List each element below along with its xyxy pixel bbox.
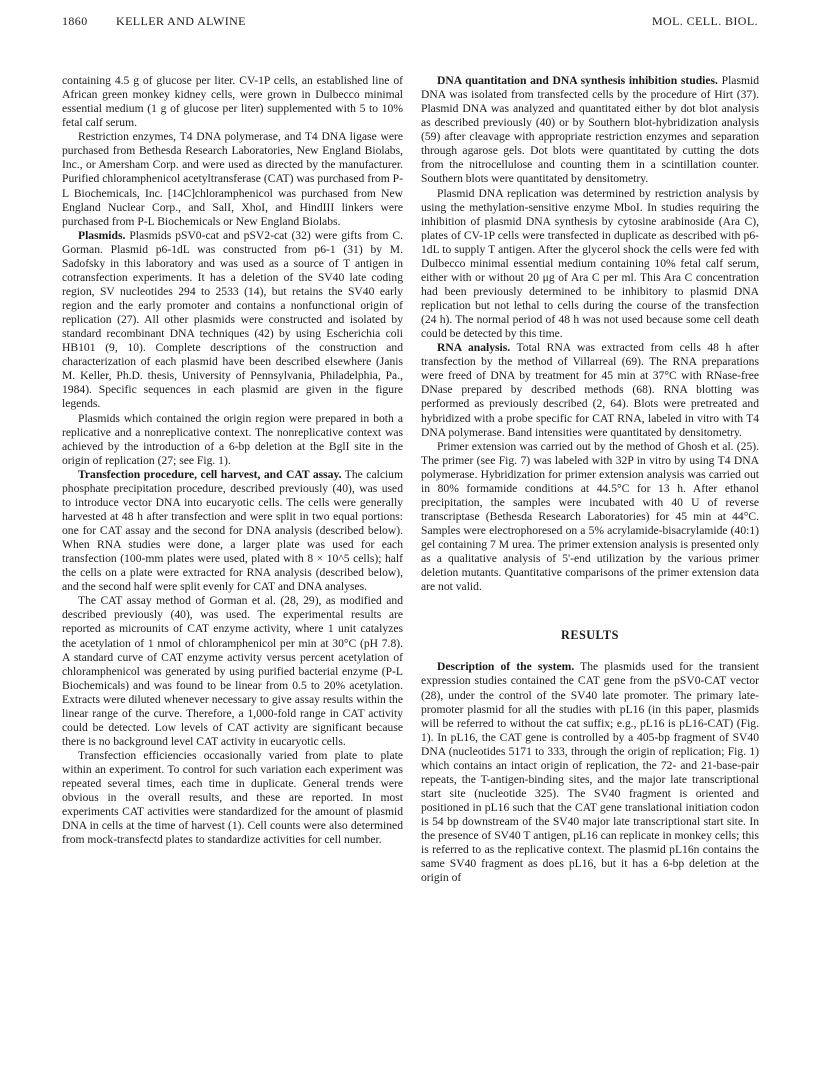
- text-transfection: The calcium phosphate precipitation procedure, described previously (40), was used to introduce vector DNA into eucaryotic cells. The cells were generally harvested at 48 h after transfection and were split in two equal portions: one for CAT assay and the second for DNA analysis (described below). When RNA studies were done, a larger plate was used for each transfection (100-mm plates were used, plated with 8 × 10^5 cells); half the cells on a plate were extracted for RNA analysis (described below), and the second half were split evenly for CAT and DNA analyses.: [62, 467, 403, 594]
- paragraph-origin-context: Plasmids which contained the origin region were prepared in both a replicative and a nonreplicative context. The nonreplicative context was achieved by the introduction of a 6-bp deletion at the BglI site in the origin of replication (27; see Fig. 1).: [62, 411, 403, 467]
- paragraph-efficiencies: Transfection efficiencies occasionally varied from plate to plate within an experiment. To control for such variation each experiment was repeated several times, each time in duplicate. General trends were obvious in the overall results, and these are reported. In most experiments CAT activities were standardized for the amount of plasmid DNA in cells at the time of harvest (1). Cell counts were also determined from mock-transfectd plates to standardize activities for cell number.: [62, 749, 403, 847]
- paragraph-system-description: [421, 660, 759, 885]
- paragraph-cell-culture: containing 4.5 g of glucose per liter. CV-1P cells, an established line of African green monkey kidney cells, were grown in Dulbecco minimal essential medium (1 g of glucose per liter) supplemented with 5 to 10% fetal calf serum.: [62, 74, 403, 130]
- text-rna-analysis: Total RNA was extracted from cells 48 h after transfection by the method of Villarreal (69). The RNA preparations were freed of DNA by treatment for 45 min at 37°C with RNase-free DNase prepared by described methods (68). RNA blotting was performed as previously described (2, 64). Blots were pretreated and hybridized with a probe specific for CAT RNA, labeled in vitro with T4 DNA polymerase. Band intensities were quantitated by densitometry.: [421, 341, 759, 439]
- running-authors: KELLER AND ALWINE: [116, 14, 246, 28]
- text-dna-quantitation: Plasmid DNA was isolated from transfected cells by the procedure of Hirt (37). Plasmid DNA was analyzed and quantitated either by dot blot analysis as described previously (40) or by Southern blot-hybridization analysis (59) after cleavage with appropriate restriction enzymes and separation through agarose gels. Dot blots were quantitated by cutting the dots from the nitrocellulose and counting them in a scintillation counter. Southern blots were quantitated by densitometry.: [421, 74, 759, 186]
- paragraph-plasmids: [62, 229, 403, 412]
- paragraph-dna-quantitation: [421, 74, 759, 187]
- heading-plasmids: Plasmids.: [78, 228, 126, 242]
- right-column: [421, 74, 759, 885]
- heading-transfection: Transfection procedure, cell harvest, and CAT assay.: [78, 467, 342, 481]
- left-column: [62, 74, 403, 847]
- paragraph-replication: Plasmid DNA replication was determined by restriction analysis by using the methylation-sensitive enzyme MboI. In studies requiring the inhibition of plasmid DNA synthesis by cytosine arabinoside (Ara C), plates of CV-1P cells were transfected in duplicate as described with p6-1dL to supply T antigen. After the glycerol shock the cells were fed with Dulbecco minimal essential medium containing 10% fetal calf serum, either with or without 20 μg of Ara C per ml. This Ara C concentration had been previously determined to be inhibitory to plasmid DNA replication but not lethal to cells during the course of the transfection (24 h). The normal period of 48 h was not used because some cell death could be detected by this time.: [421, 186, 759, 341]
- paragraph-primer-extension: Primer extension was carried out by the method of Ghosh et al. (25). The primer (see Fig. 7) was labeled with 32P in vitro by using T4 DNA polymerase. Hybridization for primer extension analysis was carried out in 80% formamide conditions at 44.5°C for 13 h. After ethanol precipitation, the samples were incubated with 40 U of reverse transcriptase (Bethesda Research Laboratories) for 45 min at 44°C. Samples were electrophoresed on a 5% acrylamide-bisacrylamide (40:1) gel containing 7 M urea. The primer extension analysis is presented only as a qualitative analysis of 5'-end utilization by the various primer deletion mutants. Quantitative comparisons of the primer extension data are not valid.: [421, 439, 759, 594]
- journal-name: MOL. CELL. BIOL.: [651, 14, 758, 28]
- text-system-description: The plasmids used for the transient expression studies contained the CAT gene from the pSV0-CAT vector (28), under the control of the SV40 late promoter. The primary late-promoter plasmid for all the studies with pL16 (in this paper, plasmids will be referred to without the cat suffix; e.g., pL16 is pL16-CAT) (Fig. 1). In pL16, the CAT gene is controlled by a 405-bp fragment of SV40 DNA (nucleotides 5171 to 333, through the origin of replication; Fig. 1) which contains an intact origin of replication, the 72- and 21-base-pair repeats, the T-antigen-binding sites, and the major late transcriptional start site (nucleotide 325). The SV40 fragment is oriented and positioned in pL16 such that the CAT gene translational initiation codon is 54 bp downstream of the SV40 major late transcriptional start site. In the presence of SV40 T antigen, pL16 can replicate in monkey cells; this is referred to as the replicative context. The plasmid pL16n contains the same SV40 fragment as does pL16, but it has a 6-bp deletion at the origin of: [421, 660, 759, 885]
- heading-dna-quantitation: DNA quantitation and DNA synthesis inhibition studies.: [437, 74, 718, 87]
- paragraph-reagents: Restriction enzymes, T4 DNA polymerase, and T4 DNA ligase were purchased from Bethesda Research Laboratories, New England Biolabs, Inc., or Amersham Corp. and were used as directed by the manufacturer. Purified chloramphenicol acetyltransferase (CAT) was purchased from P-L Biochemicals, Inc. [14C]chloramphenicol was purchased from New England Nuclear Corp., and SalI, XhoI, and HindIII linkers were purchased from P-L Biochemicals or New England Biolabs.: [62, 130, 403, 228]
- running-header: [62, 14, 758, 34]
- paragraph-rna-analysis: [421, 341, 759, 439]
- heading-rna-analysis: RNA analysis.: [437, 341, 511, 355]
- section-title-results: RESULTS: [561, 628, 619, 643]
- paragraph-cat-assay: The CAT assay method of Gorman et al. (28, 29), as modified and described previously (40), was used. The experimental results are reported as microunits of CAT enzyme activity, where 1 unit catalyzes the acetylation of 1 nmol of chloramphenicol per min at 30°C (pH 7.8). A standard curve of CAT enzyme activity versus percent acetylation of chloramphenicol was generated by using purified bacterial enzyme (P-L Biochemicals) and was found to be linear from 0.5 to 20% acetylation. Extracts were diluted whenever necessary to give assay results within the linear range of the curve. Therefore, a 1,000-fold range in CAT activity could be detected. Low levels of CAT activity are significant because there is no background level CAT activity in eucaryotic cells.: [62, 594, 403, 748]
- page-number: 1860: [62, 14, 88, 28]
- paragraph-transfection: [62, 468, 403, 595]
- heading-system-description: Description of the system.: [437, 660, 575, 674]
- text-plasmids: Plasmids pSV0-cat and pSV2-cat (32) were gifts from C. Gorman. Plasmid p6-1dL was constructed from p6-1 (31) by M. Sadofsky in this laboratory and was used as a source of T antigen in cotransfection experiments. It has a deletion of the SV40 late coding region, SV nucleotides 294 to 2533 (14), but retains the SV40 early region and the early promoter and contains a nonfunctional origin of replication (27). All other plasmids were constructed and isolated by standard recombinant DNA techniques (42) by using Escherichia coli HB101 (9, 10). Complete descriptions of the construction and characterization of each plasmid have been described elsewhere (Janis M. Keller, Ph.D. thesis, University of Pennsylvania, Philadelphia, Pa., 1984). Specific sequences in each plasmid are given in the figure legends.: [62, 228, 403, 411]
